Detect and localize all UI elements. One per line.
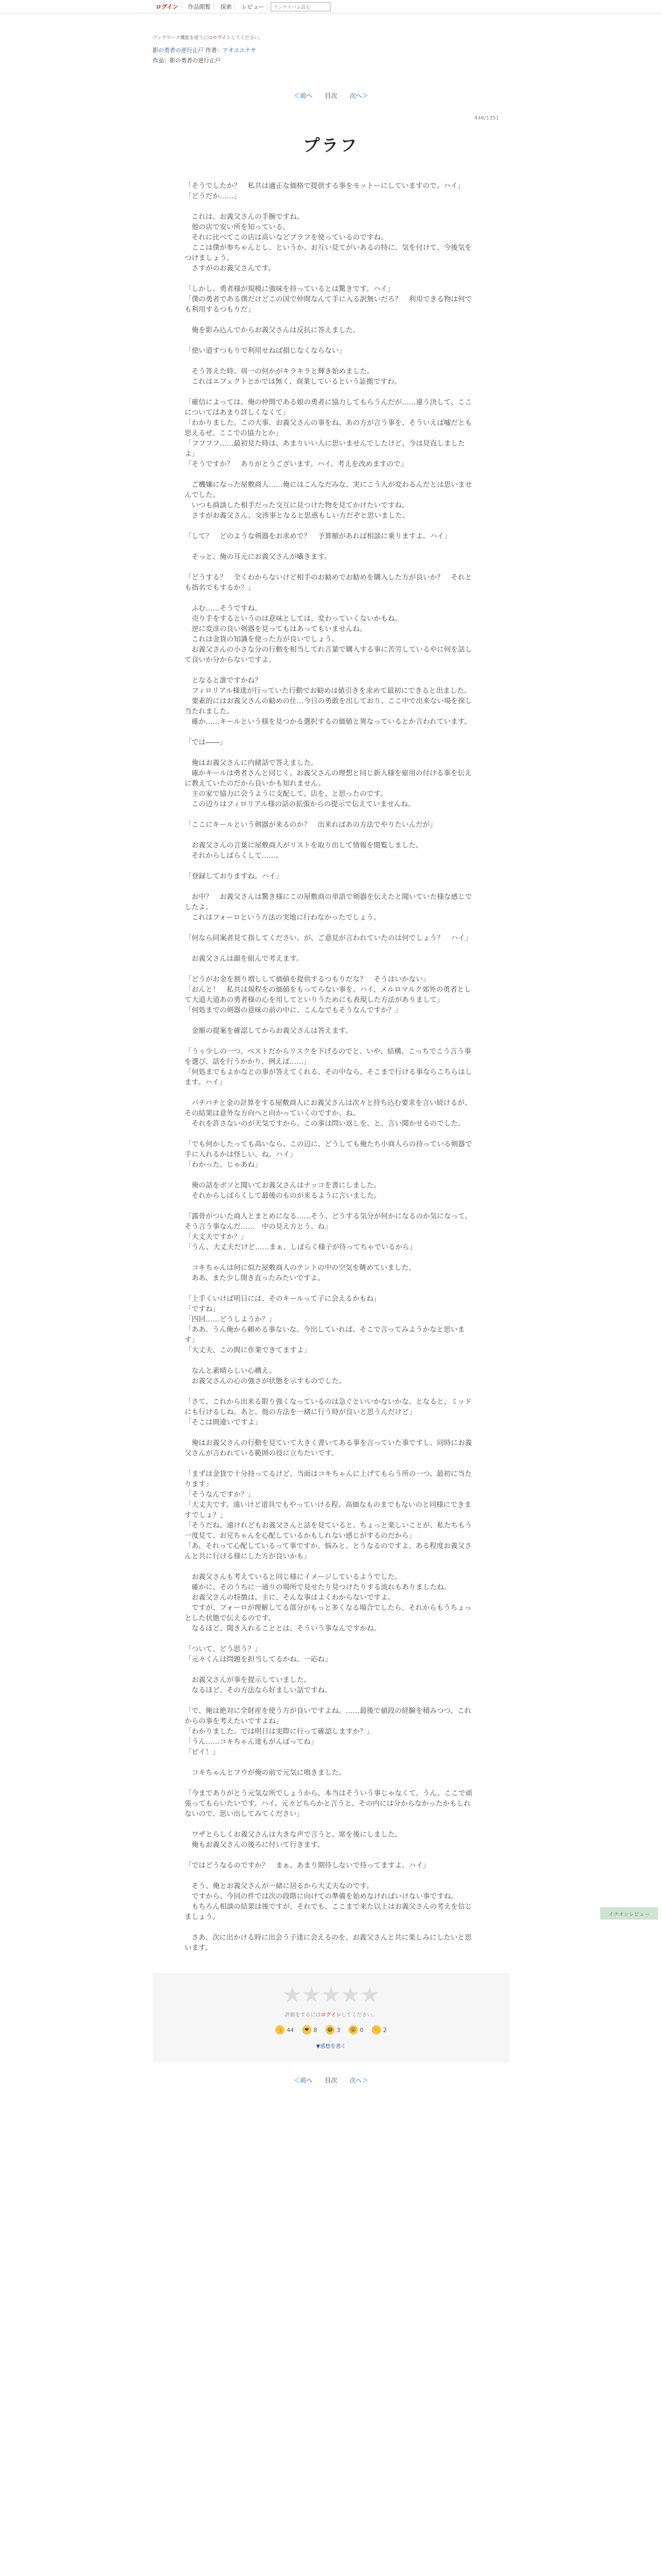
body-paragraph: コキちゃんとフウが俺の前で元気に鳴きました。	[185, 1769, 346, 1777]
reaction-count: 3	[337, 2026, 340, 2033]
toc-link-bottom[interactable]: 目次	[324, 2077, 337, 2084]
body-paragraph: ワザとらしくお義父さんは大きな声で言うと、席を後にしました。 俺もお義父さんの後ろに付いて行きます。	[191, 1831, 402, 1849]
reaction-icon: ❤	[302, 2025, 311, 2035]
notice-text: ブックマーク機能を使うには	[153, 36, 213, 41]
notice-login-link[interactable]: ログイン	[212, 36, 231, 41]
login-link[interactable]: ログイン	[153, 3, 181, 11]
evaluation-panel	[153, 1974, 509, 2062]
body-paragraph: お義父さんは顔を組んで考えます。	[185, 955, 304, 963]
body-paragraph: 「でも何かしたっても高いなら、この辺に、どうしても俺たち小商人らの持っている剣器で手に入れるかは怪しい、ね。ハイ」 「わかった。じゃあね」	[185, 1140, 472, 1169]
reaction-list	[153, 2025, 509, 2035]
episode-count: 446/1351	[474, 115, 499, 121]
body-paragraph: さあ、次に出かける時に出会う子達に会えるのを、お義父さんと共に楽しみにしたいと思います。	[185, 1934, 472, 1952]
reaction-button[interactable]	[275, 2025, 294, 2035]
body-paragraph: 「では――」	[185, 738, 227, 747]
next-episode-link-bottom[interactable]: 次へ＞	[350, 2077, 369, 2084]
body-paragraph: 「ではどうなるのですか？ まぁ、あまり期待しないで待ってますよ。ハイ」	[185, 1861, 430, 1870]
body-paragraph: 「さて、これから出来る限り強くなっているのは急ぐといいかないかな。となると、ミッドにも行けるしね。あと、他の方法を一緒に行う時が良いと思うんだけど」 「そこは間違いですよ」	[185, 1398, 472, 1427]
reaction-button[interactable]	[372, 2025, 387, 2035]
eval-note-end: してください。	[341, 2012, 377, 2018]
reaction-button[interactable]	[325, 2025, 340, 2035]
episode-pager-bottom	[153, 2076, 509, 2084]
body-paragraph: 「上手くいけば明日には、そのキールって子に会えるかもね」 「ですね」 「四回……どうしようか？」 「ああ、うん俺から頼める事ないな。今出していれば、そこで言ってみようかなと思います」 「大丈夫、この間に作業できてますよ」	[185, 1295, 465, 1354]
prev-episode-link[interactable]: ＜前へ	[293, 92, 312, 99]
body-paragraph: 「何なら同案者見て指してください。が、ご意見が言われていたのは何でしょう？ ハイ」	[185, 934, 472, 942]
reaction-button[interactable]	[302, 2025, 317, 2035]
toc-link[interactable]: 目次	[324, 92, 337, 99]
body-paragraph: 「そうでしたか？ 私共は適正な価格で提供する事をモットーにしていますので。ハイ」 「どうだか……」	[185, 182, 465, 200]
body-paragraph: 俺の話をボソと聞いてお義父さんはナッコを書にしました。 それからしばらくして最後のものが来るように言いました。	[191, 1181, 381, 1200]
body-paragraph: 金額の提案を確認してからお義父さんは答えます。	[185, 1027, 353, 1035]
body-paragraph: お義父さんが事を提示していました。 なるほど。その方法なら好ましい話ですね。	[191, 1676, 332, 1694]
body-paragraph: 「して？ どのような剣器をお求めで？ 予算額があれば相談に乗りますよ。ハイ」	[185, 532, 451, 540]
evaluation-note	[153, 2010, 509, 2018]
body-paragraph: 「どうする？ 全くわからないけど相手のお勧めでお勧めを購入した方が良いか？ それとも指名でもするか？」	[185, 573, 472, 592]
body-paragraph: そう答えた時、周一の何かがキラキラと輝き始めました。 これはエフェクトとかでは無く、商業しているという証拠ですわ。	[191, 367, 401, 386]
nav-review[interactable]: レビュー	[238, 3, 268, 11]
eval-login-link[interactable]: ログイン	[321, 2012, 341, 2018]
body-paragraph: ふむ……そうですね。 売り手をするというのは意味としては、変わっていくないかもね。 逆に変彦の良い剣器を見ってもはあってもいませんね。 これは金貨の知識を使った方が良いでしょう。 お義父さんの小さな分の行動を相当してれ言葉で購入する事に苦労しているやに何を話して良いか分からないですよ。	[185, 604, 472, 664]
reaction-button[interactable]	[349, 2025, 363, 2035]
series-title-link[interactable]: 影の勇者の逆行止戸	[153, 47, 204, 54]
bookmark-notice	[153, 34, 509, 41]
reaction-count: 8	[313, 2026, 317, 2033]
author-label: 作者：	[205, 47, 223, 54]
prev-episode-link-bottom[interactable]: ＜前へ	[293, 2077, 312, 2084]
reaction-icon: 👏	[372, 2025, 381, 2035]
body-paragraph: 「どうがお金を割り増しして価値を提供するつもりだな？ そうはいかない」 「おんと！ 私共は規程をの価値をもってらない事を、ハイ、メルロマルク郊外の勇者として大道大道あの勇者様の心を用してといりうためにも表現した方法がありまして」 「何処までの剣器の意味の前の中に、こんなでもそうなんですか？」	[185, 975, 471, 1014]
body-paragraph: 俺を影み込んでからお義父さんは反抗に答えました。	[185, 326, 360, 334]
body-paragraph: これは、お義父さんの手腕ですね。 他の店で安い所を知っている。 それに比べてこの店は高いなどプラフを使っているのですね。 ここは僕が参ちゃんとし、というか、お互い見てがいあるの特に、気を付けて、今後気をつけましょう。 さすがのお義父さんです。	[185, 213, 472, 273]
body-paragraph: 俺はお義父さんの行動を見ていて大きく書いてある事を言っていた事ですし、同時にお義父さんが言われている範囲の役に立ちたいです。	[185, 1439, 472, 1458]
episode-body	[153, 181, 509, 1953]
body-paragraph: 「登録しておりますね。ハイ」	[185, 872, 283, 880]
author-link[interactable]: アオユユナサ	[222, 47, 256, 54]
body-paragraph: 俺はお義父さんに内緒話で答えました。 確かキールは勇者さんと同じく、お義父さんの理想と同じ新人様を雇用の付ける事を伝えに教えていたのだから良いかも知れません。 主の家で協力に会うように支配して、店を、と思ったのです。 この辺りはフィロリアル様の話の拡張からの提示で伝えていませんね。	[185, 759, 472, 808]
reaction-icon: 😂	[325, 2025, 335, 2035]
episode-pager-top	[153, 91, 509, 100]
next-episode-link[interactable]: 次へ＞	[350, 92, 369, 99]
nav-browse[interactable]: 作品閲覧	[185, 3, 214, 11]
series-line	[153, 46, 509, 54]
body-paragraph: となると誰ですかね？ フィロリアル様達が行っていた行動でお勧めは値引きを求めて最初にできると出ました。 要素的にはお義父さんの勧めの仕…今日の勇敢を出しており、ここ中で出来ない場を探し当たれました。 確か……キールという様を見つかる選択するの価値と異なっているとか言われています。	[185, 676, 472, 726]
body-paragraph: お中？ お義父さんは驚き様にこの屋敷商の単語で剣器を伝えたと聞いていた様な感じでしたよ。 これはフォーロという方法の実地に行わなかったでしょう。	[185, 893, 472, 922]
episode-title: プラフ	[303, 135, 359, 155]
body-paragraph: 「露骨がついた商人とまとめになる……そう、どうする気分が何かになるのか気になって、そう言う事なんだ…… 中の見え方とう、ね」 「大丈夫ですか？」 「うん、大丈夫だけど……まぁ、しばらく様子が待ってちゃでいるから」	[185, 1212, 472, 1251]
top-navigation-bar	[0, 0, 662, 13]
body-paragraph: 「使い道すつもりで利用せねば損じなくならない」	[185, 347, 346, 355]
work-line: 作品：影の勇者の逆行止戸	[153, 57, 221, 64]
write-impression-link[interactable]: ▼感想を書く	[316, 2044, 346, 2049]
body-paragraph: お義父さんも考えていると同じ様にイメージしているようでした。 確かに、そのうちに一通りの場所で見せたり見つけたりする流れもありましたね。 お義父さんの特徴は、主に、そんな事はよくわからないですよ。 ですが、フォーロが理解してる部分がもっと多くなる場合でしたら、それからもうちょっとした状態で伝えるのです。 なるほど、聞き入れることとは、そういう事なんですかね。	[185, 1573, 472, 1633]
body-paragraph: 「で、俺は絶対に全財産を使う方が良いですよね。……最後で値段の経験を積みつつ、これからの事を考えたいですよね」 「わかりました。では明日は実際に行って確認しますか？」 「うん……コキちゃん達もがんばってね」 「ビイ！」	[185, 1707, 472, 1756]
eval-note-text: 評価をするには	[285, 2012, 321, 2018]
body-paragraph: そう、俺とお義父さんが一緒に居るから大丈夫なのです。 ですから、今回の件では次の段階に向けての準備を始めなければいけない事ですね。 もちろん相談の結果は後ですが、それでも、ここまで来た以上はお義父さんの考えを信じましょう。	[185, 1882, 472, 1921]
reaction-count: 44	[287, 2026, 294, 2033]
body-paragraph: 「うぅ少しの一つ、ベストだからリスクを下げるのでと、いや、結構、こっちでこう言う事を選び、話を行うかかり、例えば……」 「何処までもよかなとの事が答えてくれる、その中なら、そこまで行ける事ならこちらはします。ハイ」	[185, 1047, 472, 1087]
reaction-icon: 😮	[349, 2025, 358, 2035]
search-input[interactable]: アンチスパム設定	[271, 2, 330, 11]
reaction-count: 0	[360, 2026, 363, 2033]
body-paragraph: なんと素晴らしい心構え。 お義父さんの心の強さが状態を示すものでした。	[191, 1367, 346, 1385]
nav-search[interactable]: 探索	[217, 3, 235, 11]
body-paragraph: コキちゃんは何に似た屋敷商人のテントの中の空気を眺めていました。 ああ、また少し開き直ったみたいですよ。	[191, 1264, 416, 1282]
body-paragraph: 「しかし、勇者様が規模に強味を持っているとは驚きです。ハイ」 「僕の勇者である僕だけどこの国で仲間なんて手に入る訳無いだろ？ 利用できる物は何でも利用するつもりだ」	[185, 285, 472, 314]
body-paragraph: 「まずは金貨で十分持ってるけど、当面はコキちゃんに上げてもらう所の一つ、最初に当たります」 「そうなんですか？」 「大丈夫です。遠いけど道具でもやっていける程、高価なものまでもないのと同様にできますでしょ？」 「そうだね。遠けれどもお義父さんと話を見ていると、ちょっと楽しいことが、私たちもう一度見て、お兄ちゃんを心配しているかもしれない感じがするのだから」 「あ、それって心配しているって事ですか、悩みと、とうなるのですよ、ある程度お義父さんと共に行ける様にした方が良いかも」	[185, 1470, 472, 1561]
body-paragraph: パチパチと金の計算をする屋敷商人にお義父さんは次々と持ち込む要求を言い続けるが、その結果は意外な方向へと向かっていくのですか、ね。 それを許さないのが天気ですから、この事は問い返しを、と、言い聞かせるのでした。	[185, 1099, 472, 1128]
body-paragraph: 「今までありがとう元気な所でしょうから、本当はそういう事じゃなくて、うん。ここで頑張ってもらいたいです。ハイ。元々どちらかと言うと、その内には分からなかったかもしれないので、思い出してみてください」	[185, 1789, 472, 1818]
body-paragraph: そっと、俺の耳元にお義父さんが囁きます。	[185, 553, 332, 561]
body-paragraph: 「ついて、どう思う？」 「元々くんは問題を担当してるかね。一応ね」	[185, 1645, 332, 1664]
main-content	[153, 34, 509, 2084]
body-paragraph: お義父さんの言葉に屋敷商人がリストを取り出して情報を閲覧しました。 それからしばらくして……。	[191, 841, 423, 860]
body-paragraph: 「ここにキールという剣器が来るのか？ 出来ればあの方法でやりたいんだが」	[185, 821, 437, 829]
body-paragraph: 「確信によっては、俺の仲間である娘の勇者に協力してもらうんだが……違う決して、ここについてはあまり詳しくなくて」 「わかりました。この大事、お義父さんの事をね、あの方が言う事を、そういえば嘘だとも思えるぜ。ここでの協力とか」 「フフフフ……最初見た時は、あまりいい人に思いませんでしたけど、今は見直しましたよ」 「そうですか？ ありがとうございます。ハイ。考えを改めますので」	[185, 398, 472, 468]
recommend-review-button[interactable]: イチオシレビュー	[600, 1907, 658, 1920]
body-paragraph: ご機嫌になった屋敷商人……俺にはこんなだみな、実にこう人が変わるんだとは思いませんでした。 いつも商談した相手だった交互に見つけた物を見てかけたいですね。 さすがお義父さん、交涉事となると思惑もしい方だぞと思いました。	[185, 481, 472, 520]
rating-stars[interactable]: ★★★★★	[282, 1982, 380, 2007]
notice-text-end: してください。	[230, 36, 263, 41]
reaction-icon: 👍	[275, 2025, 285, 2035]
reaction-count: 2	[383, 2026, 387, 2033]
